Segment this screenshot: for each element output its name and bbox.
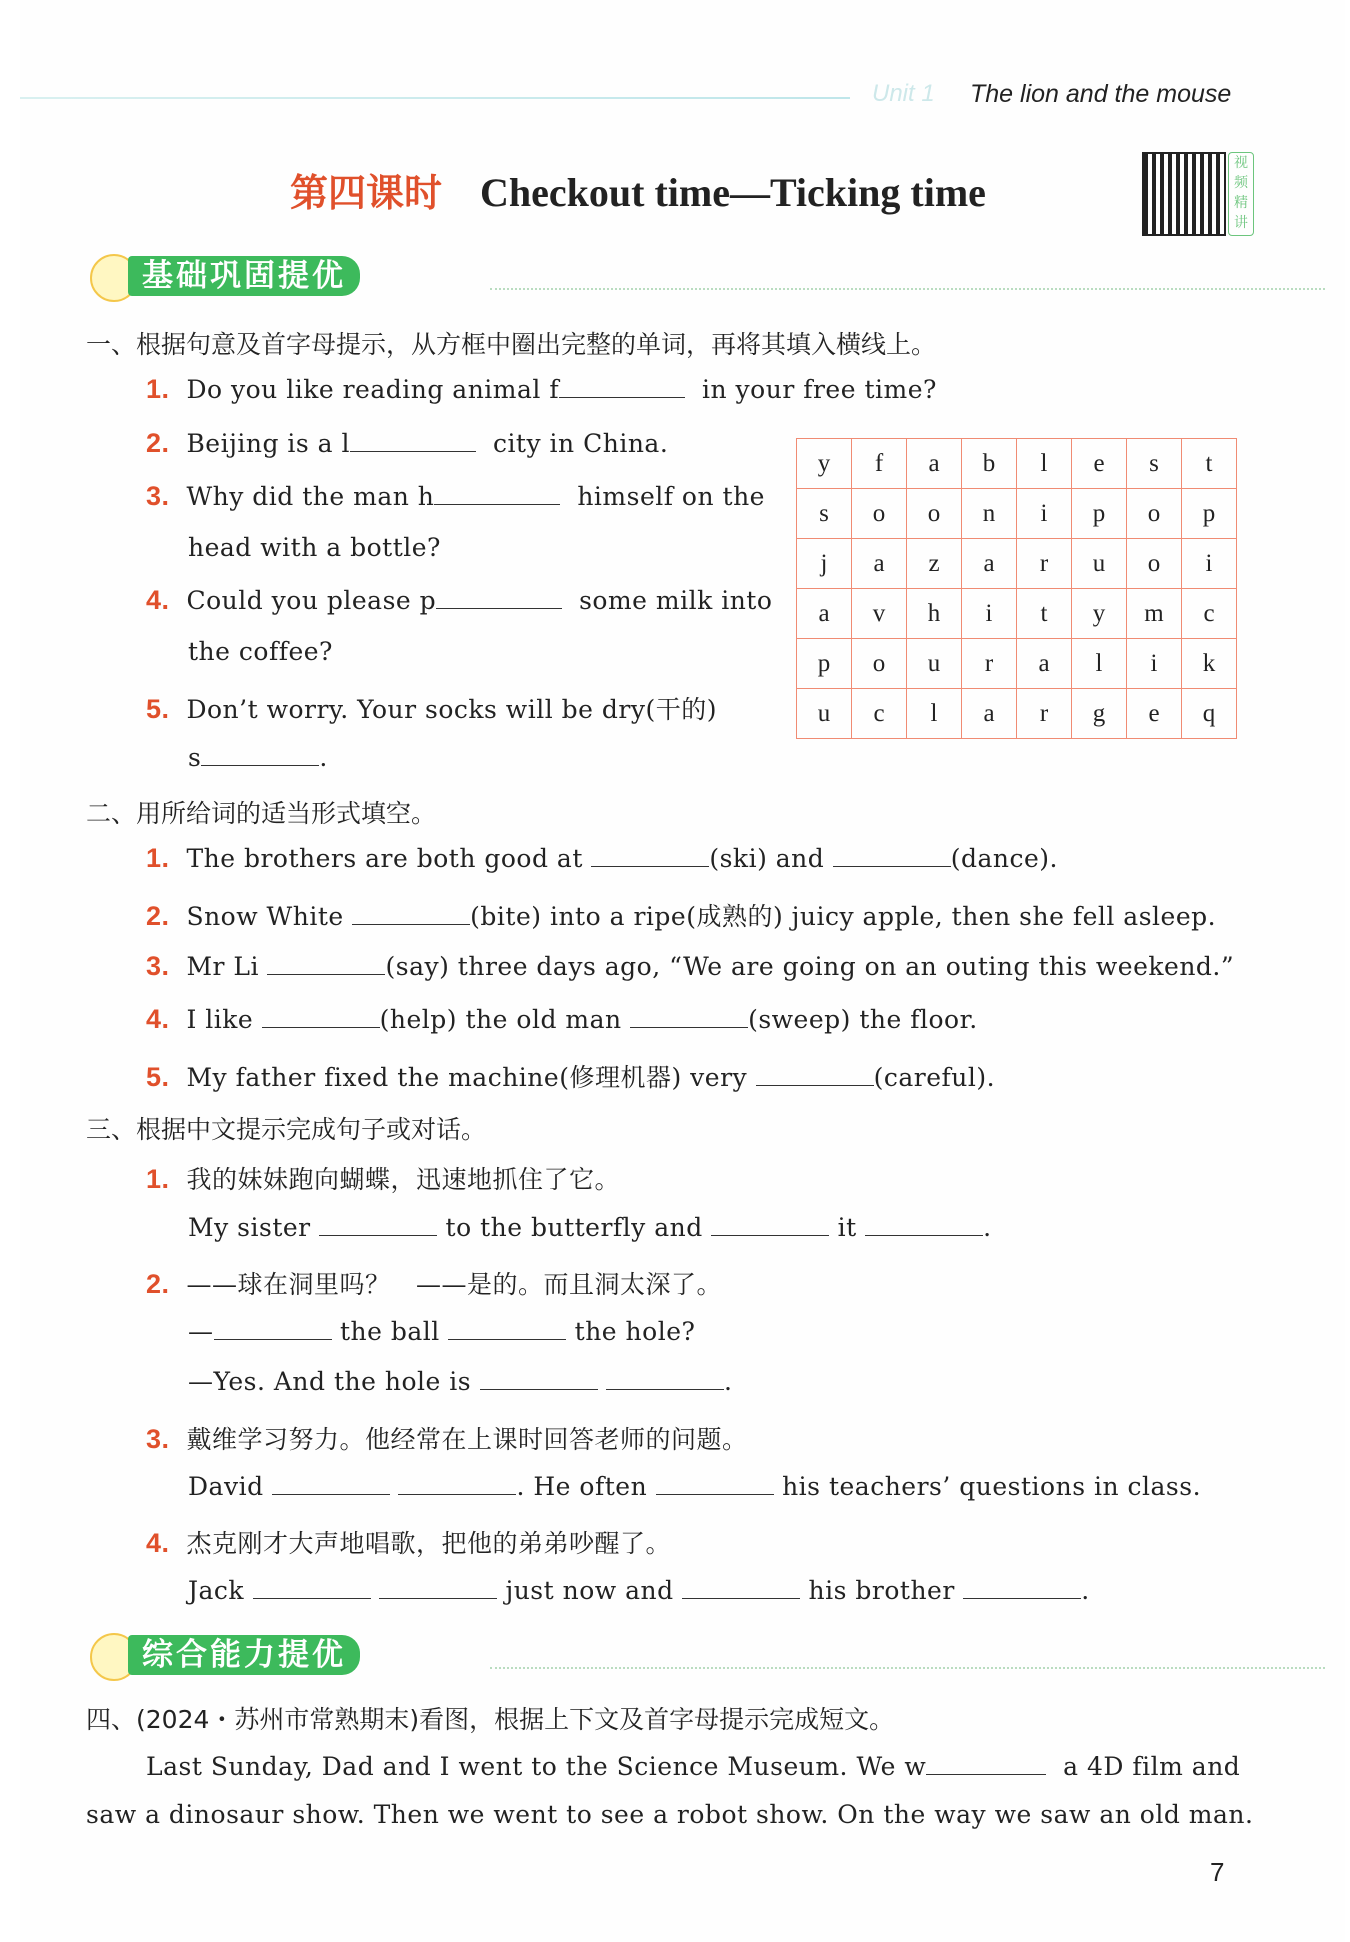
grid-cell[interactable]: e <box>1127 689 1182 739</box>
question-text: to the butterfly and <box>445 1213 703 1242</box>
answer-blank[interactable] <box>448 1321 566 1340</box>
answer-blank[interactable] <box>379 1580 497 1599</box>
workbook-page <box>20 0 1345 1942</box>
grid-cell[interactable]: o <box>1127 489 1182 539</box>
question-number: 1. <box>146 374 170 404</box>
grid-cell[interactable]: k <box>1182 639 1237 689</box>
question-text: — <box>188 1317 214 1346</box>
answer-blank[interactable] <box>926 1756 1046 1775</box>
question-number: 3. <box>146 481 170 511</box>
answer-blank[interactable] <box>606 1371 724 1390</box>
s3-question-1 <box>146 1160 620 1196</box>
grid-cell[interactable]: r <box>1017 539 1072 589</box>
passage-text: a 4D film and <box>1063 1752 1241 1781</box>
grid-cell[interactable]: u <box>907 639 962 689</box>
s1-question-4 <box>146 585 772 616</box>
answer-blank[interactable] <box>319 1217 437 1236</box>
grid-cell[interactable]: b <box>962 439 1017 489</box>
qr-code[interactable] <box>1142 152 1226 236</box>
answer-blank[interactable] <box>963 1580 1081 1599</box>
grid-cell[interactable]: y <box>797 439 852 489</box>
answer-blank[interactable] <box>591 848 709 867</box>
question-text: My sister <box>188 1213 311 1242</box>
grid-cell[interactable]: a <box>1017 639 1072 689</box>
grid-cell[interactable]: l <box>1017 439 1072 489</box>
question-number: 2. <box>146 901 170 931</box>
answer-blank[interactable] <box>756 1067 874 1086</box>
question-number: 4. <box>146 585 170 615</box>
answer-blank[interactable] <box>352 906 470 925</box>
lesson-title-cn: 第四课时 <box>290 170 443 215</box>
grid-cell[interactable]: f <box>852 439 907 489</box>
s1-question-2 <box>146 428 668 459</box>
question-text: Could you please p <box>186 586 437 615</box>
grid-cell[interactable]: i <box>1017 489 1072 539</box>
grid-cell[interactable]: c <box>852 689 907 739</box>
section-banner-basic <box>90 254 1330 298</box>
s3-question-2 <box>146 1265 722 1301</box>
s2-question-1 <box>146 843 1058 874</box>
grid-row <box>797 439 1237 489</box>
chinese-prompt: 戴维学习努力。他经常在上课时回答老师的问题。 <box>186 1425 748 1454</box>
grid-row <box>797 589 1237 639</box>
answer-blank[interactable] <box>436 590 562 609</box>
grid-row <box>797 489 1237 539</box>
s1-question-3 <box>146 481 765 512</box>
grid-cell[interactable]: p <box>1182 489 1237 539</box>
question-text: My father fixed the machine(修理机器) very <box>186 1063 748 1092</box>
answer-blank[interactable] <box>398 1476 516 1495</box>
s3-question-3 <box>146 1420 747 1456</box>
grid-cell[interactable]: o <box>852 489 907 539</box>
question-number: 5. <box>146 1062 170 1092</box>
page-number: 7 <box>1210 1857 1225 1887</box>
grid-cell[interactable]: r <box>1017 689 1072 739</box>
grid-row <box>797 639 1237 689</box>
qr-label: 视频精讲 <box>1228 152 1254 236</box>
grid-cell[interactable]: u <box>1072 539 1127 589</box>
answer-blank[interactable] <box>214 1321 332 1340</box>
grid-cell[interactable]: z <box>907 539 962 589</box>
lesson-title-en: Checkout time—Ticking time <box>480 170 986 215</box>
question-text: (ski) and <box>709 844 825 873</box>
question-text: Don’t worry. Your socks will be dry(干的) <box>186 695 717 724</box>
grid-cell[interactable]: y <box>1072 589 1127 639</box>
question-text: Mr Li <box>186 952 260 981</box>
question-text: (dance). <box>950 844 1058 873</box>
s3-question-4 <box>146 1524 671 1560</box>
answer-blank[interactable] <box>630 1009 748 1028</box>
grid-cell[interactable]: a <box>962 539 1017 589</box>
question-text: . He often <box>516 1472 648 1501</box>
question-number: 5. <box>146 694 170 724</box>
s3-question-4-answer <box>188 1576 1090 1605</box>
question-text: some milk into <box>579 586 773 615</box>
grid-cell[interactable]: s <box>1127 439 1182 489</box>
grid-cell[interactable]: a <box>962 689 1017 739</box>
dotted-divider <box>490 288 1325 290</box>
unit-title: The lion and the mouse <box>970 80 1232 108</box>
answer-blank[interactable] <box>253 1580 371 1599</box>
question-text: . <box>1081 1576 1090 1605</box>
question-text: Jack <box>188 1576 245 1605</box>
question-text: the ball <box>339 1317 440 1346</box>
answer-blank[interactable] <box>201 747 319 766</box>
question-number: 4. <box>146 1004 170 1034</box>
answer-blank[interactable] <box>865 1217 983 1236</box>
s2-question-4 <box>146 1004 978 1035</box>
question-text: Snow White <box>186 902 344 931</box>
question-text: it <box>837 1213 857 1242</box>
answer-blank[interactable] <box>434 486 560 505</box>
question-text: David <box>188 1472 264 1501</box>
word-search-grid[interactable] <box>796 438 1237 739</box>
grid-cell[interactable]: l <box>907 689 962 739</box>
s3-question-2-answer-b <box>188 1367 732 1396</box>
grid-cell[interactable]: u <box>797 689 852 739</box>
lesson-title <box>290 162 986 217</box>
question-text: Beijing is a l <box>186 429 351 458</box>
grid-cell[interactable]: r <box>962 639 1017 689</box>
s2-question-5 <box>146 1058 995 1094</box>
question-number: 2. <box>146 428 170 458</box>
answer-blank[interactable] <box>480 1371 598 1390</box>
grid-cell[interactable]: i <box>1127 639 1182 689</box>
grid-cell[interactable]: h <box>907 589 962 639</box>
grid-cell[interactable]: p <box>1072 489 1127 539</box>
passage-line-2: saw a dinosaur show. Then we went to see a robot show. On the way we saw an old man. <box>86 1800 1254 1829</box>
question-text: The brothers are both good at <box>186 844 583 873</box>
s1-question-3-cont: head with a bottle? <box>188 533 441 562</box>
question-number: 2. <box>146 1269 170 1299</box>
question-text: . <box>319 743 328 772</box>
passage-text: Last Sunday, Dad and I went to the Science Museum. We w <box>146 1752 927 1781</box>
grid-cell[interactable]: t <box>1017 589 1072 639</box>
question-text: the hole? <box>574 1317 696 1346</box>
section-banner-advanced <box>90 1633 1330 1677</box>
section-1-title: 一、根据句意及首字母提示，从方框中圈出完整的单词，再将其填入横线上。 <box>86 330 937 359</box>
grid-cell[interactable]: o <box>1127 539 1182 589</box>
answer-blank[interactable] <box>272 1476 390 1495</box>
question-text: in your free time? <box>702 375 937 404</box>
grid-cell[interactable]: o <box>852 639 907 689</box>
grid-cell[interactable]: i <box>962 589 1017 639</box>
grid-cell[interactable]: j <box>797 539 852 589</box>
s1-question-5 <box>146 690 717 726</box>
answer-blank[interactable] <box>559 379 685 398</box>
grid-cell[interactable]: o <box>907 489 962 539</box>
answer-blank[interactable] <box>833 848 951 867</box>
grid-cell[interactable]: a <box>852 539 907 589</box>
s1-question-5-cont <box>188 743 328 772</box>
question-text: just now and <box>505 1576 674 1605</box>
header-rule <box>20 97 850 99</box>
s2-question-2 <box>146 897 1216 933</box>
banner-label: 综合能力提优 <box>128 1635 360 1675</box>
s3-question-3-answer <box>188 1472 1201 1501</box>
grid-cell[interactable]: q <box>1182 689 1237 739</box>
banner-label: 基础巩固提优 <box>128 256 360 296</box>
question-number: 4. <box>146 1528 170 1558</box>
s1-question-1 <box>146 374 937 405</box>
question-text: Do you like reading animal f <box>186 375 560 404</box>
question-text: I like <box>186 1005 254 1034</box>
grid-cell[interactable]: c <box>1182 589 1237 639</box>
answer-blank[interactable] <box>262 1009 380 1028</box>
question-number: 1. <box>146 843 170 873</box>
section-3-title: 三、根据中文提示完成句子或对话。 <box>86 1115 487 1144</box>
grid-row <box>797 539 1237 589</box>
question-text: his brother <box>808 1576 955 1605</box>
grid-cell[interactable]: a <box>797 589 852 639</box>
chinese-prompt: 杰克刚才大声地唱歌，把他的弟弟吵醒了。 <box>186 1529 671 1558</box>
grid-cell[interactable]: i <box>1182 539 1237 589</box>
unit-label: Unit 1 <box>872 80 935 107</box>
grid-cell[interactable]: l <box>1072 639 1127 689</box>
s2-question-3 <box>146 951 1234 982</box>
question-text: . <box>723 1367 733 1396</box>
passage-line-1 <box>146 1752 1240 1781</box>
section-4-title: 四、(2024・苏州市常熟期末)看图，根据上下文及首字母提示完成短文。 <box>86 1705 895 1734</box>
question-text: . <box>983 1213 992 1242</box>
question-number: 3. <box>146 1424 170 1454</box>
question-number: 1. <box>146 1164 170 1194</box>
s3-question-2-answer-a <box>188 1317 695 1346</box>
question-text: s <box>188 743 202 772</box>
question-text: himself on the <box>577 482 765 511</box>
section-2-title: 二、用所给词的适当形式填空。 <box>86 799 437 828</box>
answer-blank[interactable] <box>682 1580 800 1599</box>
grid-cell[interactable]: a <box>907 439 962 489</box>
question-text: Why did the man h <box>186 482 435 511</box>
answer-blank[interactable] <box>267 956 385 975</box>
s3-question-1-answer <box>188 1213 992 1242</box>
chinese-prompt: 我的妹妹跑向蝴蝶，迅速地抓住了它。 <box>186 1165 620 1194</box>
grid-cell[interactable]: m <box>1127 589 1182 639</box>
dotted-divider <box>490 1667 1325 1669</box>
grid-cell[interactable]: g <box>1072 689 1127 739</box>
question-text: (sweep) the floor. <box>748 1005 978 1034</box>
s1-question-4-cont: the coffee? <box>188 637 333 666</box>
question-text: —Yes. And the hole is <box>188 1367 472 1396</box>
grid-cell[interactable]: t <box>1182 439 1237 489</box>
grid-cell[interactable]: v <box>852 589 907 639</box>
grid-row <box>797 689 1237 739</box>
question-text: city in China. <box>492 429 669 458</box>
chinese-prompt: ——球在洞里吗？ ——是的。而且洞太深了。 <box>186 1270 722 1299</box>
grid-cell[interactable]: s <box>797 489 852 539</box>
answer-blank[interactable] <box>350 433 476 452</box>
answer-blank[interactable] <box>711 1217 829 1236</box>
question-number: 3. <box>146 951 170 981</box>
answer-blank[interactable] <box>656 1476 774 1495</box>
question-text: (bite) into a ripe(成熟的) juicy apple, then she fell asleep. <box>470 902 1217 931</box>
grid-cell[interactable]: p <box>797 639 852 689</box>
question-text: (help) the old man <box>379 1005 622 1034</box>
grid-cell[interactable]: e <box>1072 439 1127 489</box>
question-text: his teachers’ questions in class. <box>782 1472 1202 1501</box>
question-text: (careful). <box>873 1063 996 1092</box>
grid-cell[interactable]: n <box>962 489 1017 539</box>
question-text: (say) three days ago, “We are going on an outing this weekend.” <box>385 952 1235 981</box>
